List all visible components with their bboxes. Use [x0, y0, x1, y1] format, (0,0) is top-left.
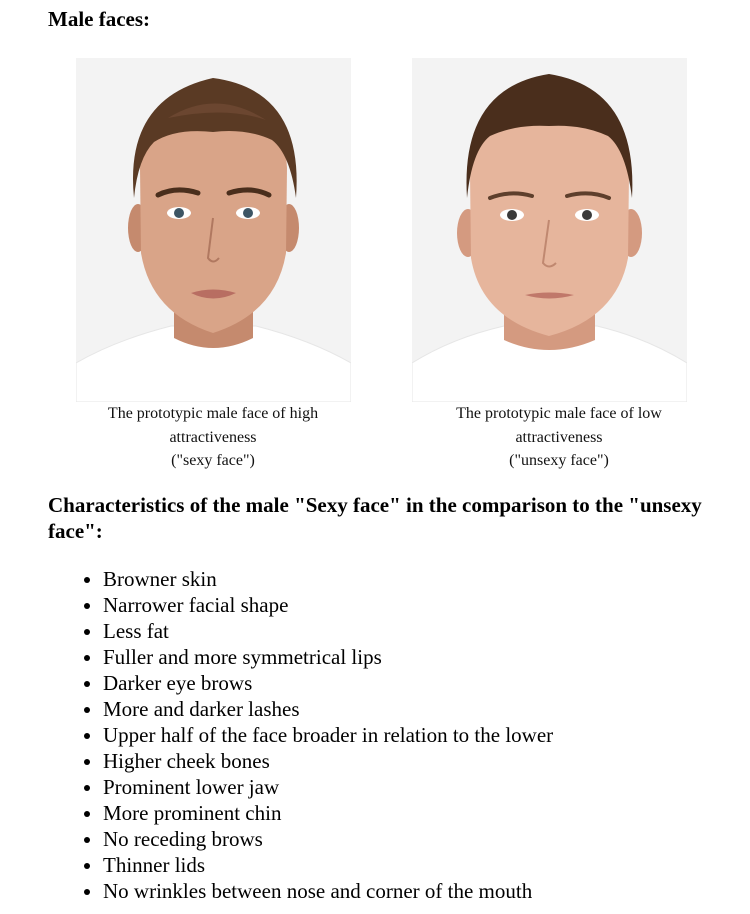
caption-line: ("sexy face"): [171, 452, 255, 469]
list-item: • Less fat: [103, 618, 553, 644]
list-item: • No wrinkles between nose and corner of the mouth: [103, 878, 553, 904]
list-item: • Thinner lids: [103, 852, 553, 878]
page-heading: Male faces:: [48, 7, 151, 31]
list-item: • More prominent chin: [103, 800, 553, 826]
caption-line: The prototypic male face of high: [107, 405, 319, 422]
caption-line: The prototypic male face of low: [456, 405, 662, 422]
list-item: • Browner skin: [103, 566, 553, 592]
list-item: • Darker eye brows: [103, 670, 553, 696]
unsexy-face-caption: [414, 402, 704, 472]
list-item: • No receding brows: [103, 826, 553, 852]
list-item: • Narrower facial shape: [103, 592, 553, 618]
caption-line: ("unsexy face"): [509, 452, 609, 469]
list-item: • Higher cheek bones: [103, 748, 553, 774]
caption-line: attractiveness: [169, 429, 257, 446]
caption-line: attractiveness: [515, 429, 603, 446]
sexy-face-caption: [68, 402, 358, 472]
characteristics-list: [58, 566, 553, 904]
list-item: • Upper half of the face broader in relation to the lower: [103, 722, 553, 748]
sexy-face-photo: [76, 58, 351, 402]
unsexy-face-photo: [412, 58, 687, 402]
list-item: • Fuller and more symmetrical lips: [103, 644, 553, 670]
list-item: • Prominent lower jaw: [103, 774, 553, 800]
characteristics-heading: Characteristics of the male "Sexy face" in the comparison to the "unsexy face":: [48, 493, 702, 543]
list-item: • More and darker lashes: [103, 696, 553, 722]
